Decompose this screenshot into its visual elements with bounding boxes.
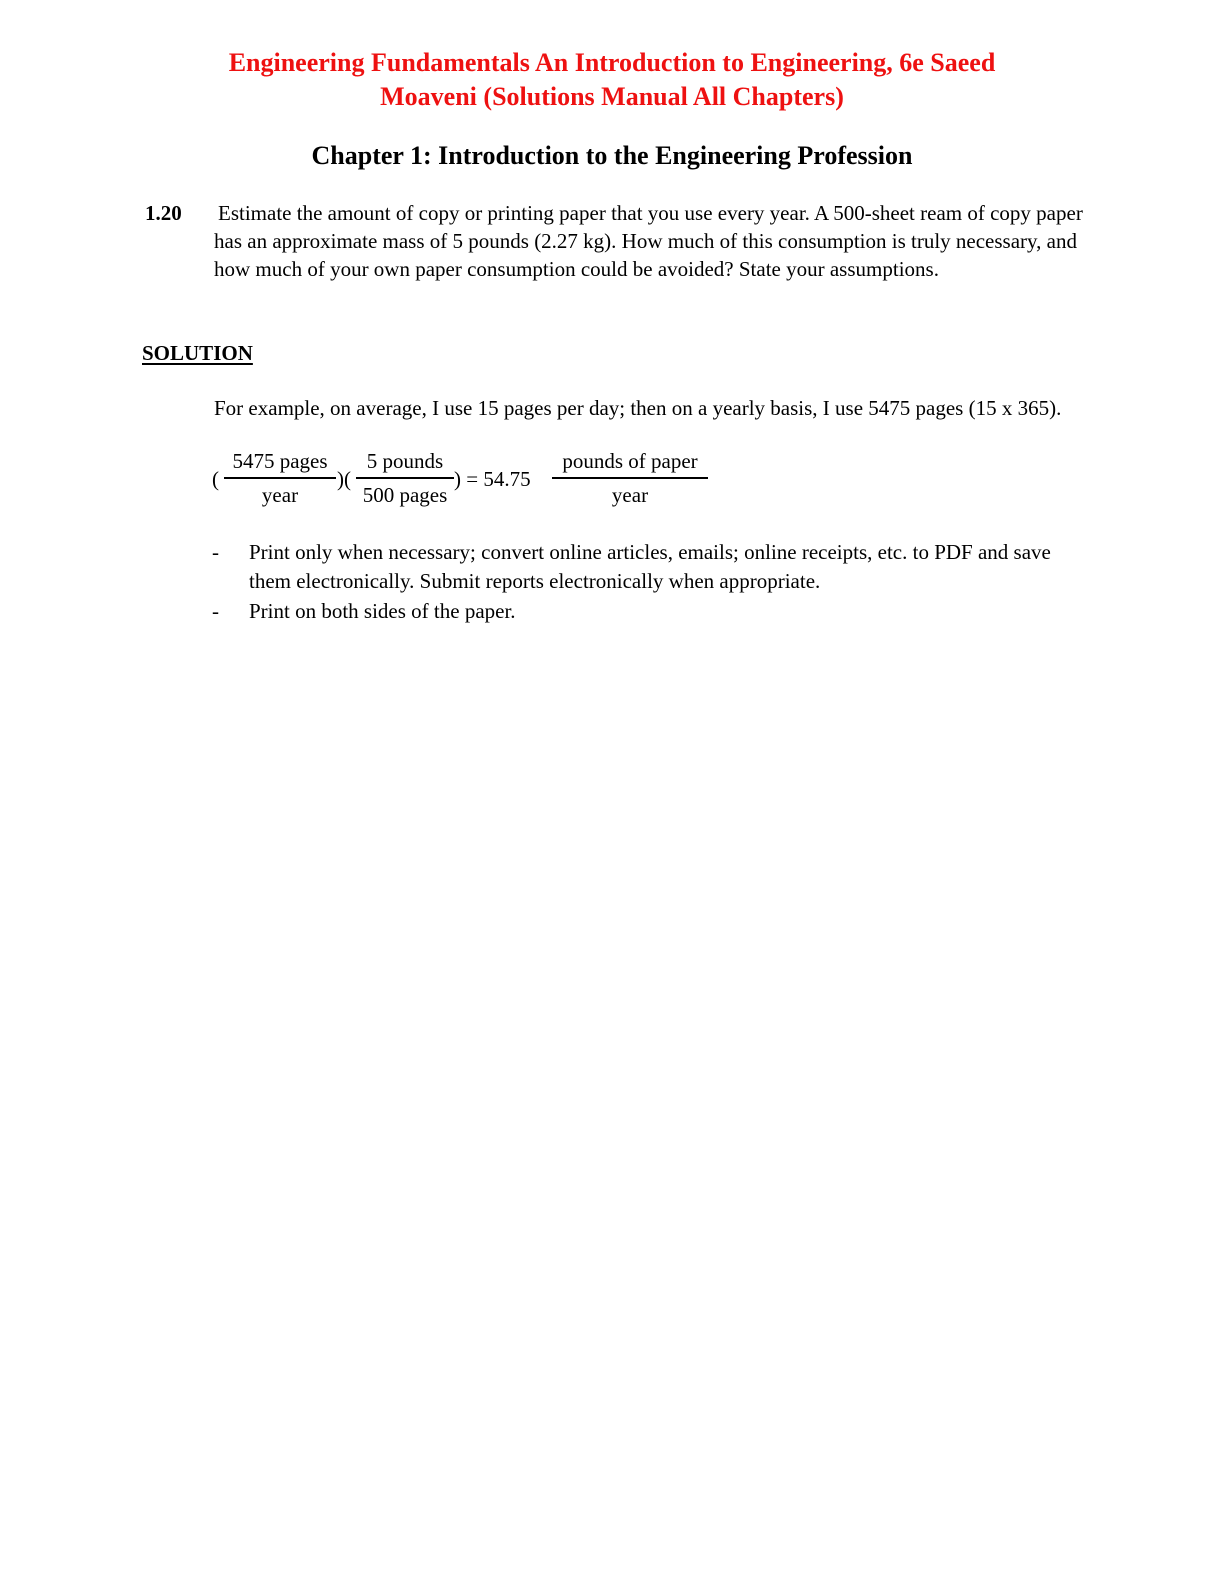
list-item-text: Print on both sides of the paper. — [249, 599, 516, 623]
document-title — [140, 46, 1084, 114]
fraction-2-numerator: 5 pounds — [366, 449, 444, 473]
list-item — [212, 597, 1092, 626]
fraction-3-bar — [552, 477, 708, 479]
fraction-3-denominator: year — [611, 483, 649, 507]
fraction-1-denominator: year — [261, 483, 299, 507]
chapter-title: Chapter 1: Introduction to the Engineering Profession — [311, 141, 913, 170]
problem-statement: Estimate the amount of copy or printing paper that you use every year. A 500-sheet ream of copy paper has an approximate mass of 5 pounds (2.27 kg). How much of this consumption is truly necessary, and how much of your own paper consumption could be avoided? State your assumptions. — [214, 201, 1083, 281]
list-item-text: Print only when necessary; convert online articles, emails; online receipts, etc. to PDF and save them electronically. Submit reports electronically when appropriate. — [249, 540, 1051, 593]
equation-middle-parens: )( — [337, 467, 351, 491]
recommendation-list — [212, 538, 1092, 627]
bullet-dash: - — [212, 599, 219, 623]
solution-heading: SOLUTION — [142, 341, 253, 365]
list-item — [212, 538, 1092, 596]
fraction-1-bar — [224, 477, 336, 479]
fraction-2-denominator: 500 pages — [362, 483, 448, 507]
equation-open-paren: ( — [212, 467, 219, 491]
fraction-1-numerator: 5475 pages — [232, 449, 328, 473]
fraction-2-bar — [356, 477, 454, 479]
solution-intro: For example, on average, I use 15 pages per day; then on a yearly basis, I use 5475 pages (15 x 365). — [214, 396, 1062, 420]
equation-result: ) = 54.75 — [454, 467, 531, 491]
document-title-line-1: Engineering Fundamentals An Introduction to Engineering, 6e Saeed — [228, 48, 996, 77]
bullet-dash: - — [212, 540, 219, 564]
fraction-3-numerator: pounds of paper — [562, 449, 698, 473]
problem-number: 1.20 — [145, 201, 182, 225]
document-title-line-2: Moaveni (Solutions Manual All Chapters) — [380, 82, 844, 111]
